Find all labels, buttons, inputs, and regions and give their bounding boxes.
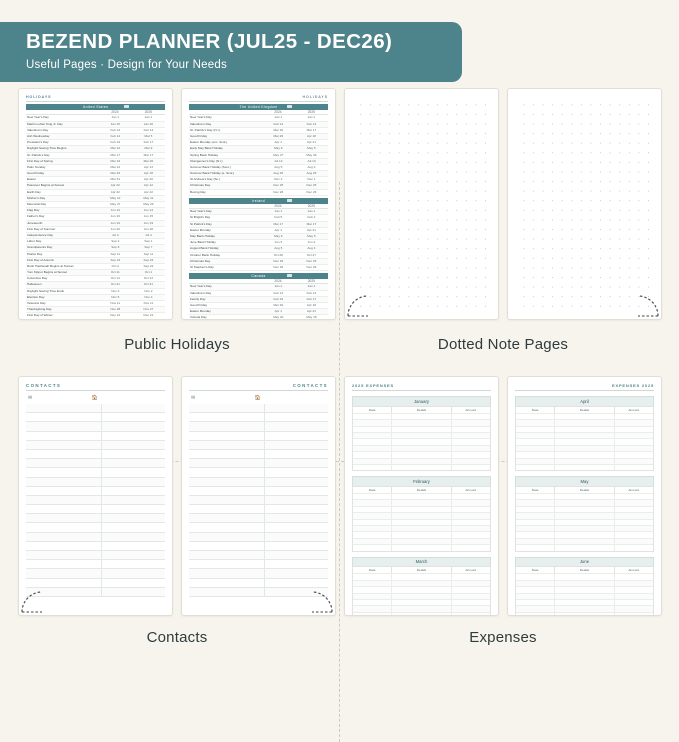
gallery-item-contacts xyxy=(18,376,336,666)
expense-row[interactable] xyxy=(516,419,653,425)
expenses-months-right xyxy=(515,396,654,616)
contacts-row[interactable] xyxy=(26,496,165,505)
expense-row[interactable] xyxy=(516,538,653,544)
holiday-row: Easter Monday Apr 1 Apr 21 xyxy=(189,228,328,234)
expenses-title-right: EXPENSES 2025 xyxy=(612,383,654,388)
contacts-row[interactable] xyxy=(189,560,328,569)
caption-contacts: Contacts xyxy=(18,629,336,646)
holiday-row: Columbus Day Oct 14 Oct 13 xyxy=(26,276,165,282)
holiday-row: Early May Bank Holiday May 6 May 5 xyxy=(189,146,328,152)
contacts-row[interactable] xyxy=(26,579,165,588)
year-columns-header: 2024 2025 xyxy=(189,110,328,115)
dotted-grid xyxy=(354,98,489,310)
mail-icon: ✉ xyxy=(191,395,195,401)
caption-holidays: Public Holidays xyxy=(18,336,336,353)
contacts-row[interactable] xyxy=(26,588,165,597)
holiday-row: Passover Begins at Sunset Apr 22 Apr 12 xyxy=(26,183,165,189)
holiday-row: Easter Mar 31 Apr 20 xyxy=(26,177,165,183)
holiday-row: St. Patrick's Day (N.I.) Mar 18 Mar 17 xyxy=(189,128,328,134)
contacts-row[interactable] xyxy=(26,404,165,413)
expense-row[interactable] xyxy=(353,493,490,499)
holiday-row: Valentine's Day Feb 14 Feb 14 xyxy=(189,122,328,128)
holiday-row: First Day of Autumn Sep 22 Sep 22 xyxy=(26,258,165,264)
expense-row[interactable] xyxy=(516,573,653,579)
contacts-row[interactable] xyxy=(189,404,328,413)
holiday-row: October Bank Holiday Oct 28 Oct 27 xyxy=(189,253,328,259)
holiday-row: Daylight Saving Time Begins Mar 10 Mar 9 xyxy=(26,146,165,152)
contacts-row[interactable] xyxy=(26,505,165,514)
holidays-header-right xyxy=(189,95,328,102)
expense-row[interactable] xyxy=(516,493,653,499)
holiday-row: Spring Bank Holiday May 27 May 26 xyxy=(189,153,328,159)
holiday-row: Christmas Day Dec 25 Dec 25 xyxy=(189,183,328,189)
contacts-row[interactable] xyxy=(26,468,165,477)
expense-row[interactable] xyxy=(516,432,653,438)
expense-month-label: March xyxy=(352,557,491,567)
holiday-row: Juneteenth Jun 19 Jun 19 xyxy=(26,221,165,227)
year-2025: 2025 xyxy=(132,110,165,114)
expense-month-block xyxy=(352,396,491,471)
expense-column-headers: Date Details Amount xyxy=(515,486,654,493)
expense-row[interactable] xyxy=(353,605,490,611)
country-band: The United Kingdom xyxy=(189,104,328,110)
holiday-row: New Year's Day Jan 1 Jan 1 xyxy=(189,284,328,290)
expense-row[interactable] xyxy=(353,451,490,457)
holiday-row: New Year's Day Jan 1 Jan 1 xyxy=(26,115,165,121)
contacts-row[interactable] xyxy=(189,542,328,551)
contacts-row[interactable] xyxy=(26,551,165,560)
expenses-page-right xyxy=(507,376,662,616)
holiday-row: St. Patrick's Day Mar 17 Mar 17 xyxy=(26,153,165,159)
contacts-icon-row xyxy=(26,395,165,401)
contacts-row[interactable] xyxy=(26,422,165,431)
flag-icon xyxy=(287,105,292,108)
holiday-row: St Andrew's Day (Sc.) Dec 2 Dec 1 xyxy=(189,177,328,183)
contacts-row[interactable] xyxy=(26,542,165,551)
holiday-row: Martin Luther King Jr. Day Jan 15 Jan 20 xyxy=(26,122,165,128)
caption-dotted: Dotted Note Pages xyxy=(344,336,662,353)
expense-month-block xyxy=(515,396,654,471)
contacts-row[interactable] xyxy=(189,459,328,468)
expense-row[interactable] xyxy=(353,426,490,432)
gallery-item-holidays xyxy=(18,88,336,373)
holiday-row: Grandparents Day Sep 8 Sep 7 xyxy=(26,245,165,251)
contacts-row[interactable] xyxy=(189,422,328,431)
expense-row[interactable] xyxy=(353,573,490,579)
home-icon: 🏠 xyxy=(92,395,98,401)
contacts-row[interactable] xyxy=(26,560,165,569)
country-band-us xyxy=(26,104,165,110)
expense-rows xyxy=(352,493,491,552)
holiday-row: Election Day Nov 5 Nov 4 xyxy=(26,295,165,301)
holiday-rows-us xyxy=(26,115,165,320)
expense-row[interactable] xyxy=(353,544,490,550)
contacts-header-left: CONTACTS xyxy=(26,383,165,391)
expense-row[interactable] xyxy=(516,445,653,451)
expense-row[interactable] xyxy=(353,612,490,616)
holiday-row: First Day of Spring Mar 19 Mar 20 xyxy=(26,159,165,165)
year-2024: 2024 xyxy=(98,110,131,114)
holiday-row: St Brigid's Day Feb 5 Feb 2 xyxy=(189,215,328,221)
holiday-row: Valentine's Day Feb 14 Feb 14 xyxy=(189,291,328,297)
expense-month-block xyxy=(515,476,654,551)
page-subtitle: Useful Pages · Design for Your Needs xyxy=(26,59,462,71)
expense-row[interactable] xyxy=(353,586,490,592)
contacts-row[interactable] xyxy=(189,432,328,441)
expense-row[interactable] xyxy=(353,531,490,537)
product-gallery xyxy=(0,86,679,679)
contacts-row[interactable] xyxy=(189,496,328,505)
expense-row[interactable] xyxy=(353,538,490,544)
contacts-row[interactable] xyxy=(26,514,165,523)
holiday-row: Ash Wednesday Feb 14 Mar 5 xyxy=(26,134,165,140)
expense-month-label: June xyxy=(515,557,654,567)
expense-month-label: April xyxy=(515,396,654,406)
contacts-spread xyxy=(18,376,336,616)
expense-month-label: January xyxy=(352,396,491,406)
contacts-row[interactable] xyxy=(189,579,328,588)
expense-row[interactable] xyxy=(516,605,653,611)
holiday-row: Veterans Day Nov 11 Nov 11 xyxy=(26,301,165,307)
holiday-row: Good Friday Mar 29 Apr 18 xyxy=(189,303,328,309)
expense-rows xyxy=(515,493,654,552)
holiday-row: Christmas Day Dec 25 Dec 25 xyxy=(189,259,328,265)
holiday-row: President's Day Feb 19 Feb 17 xyxy=(26,140,165,146)
expense-month-label: February xyxy=(352,476,491,486)
holiday-row: August Bank Holiday Aug 5 Aug 4 xyxy=(189,246,328,252)
holiday-row: Valentine's Day Feb 14 Feb 14 xyxy=(26,128,165,134)
contacts-row[interactable] xyxy=(26,441,165,450)
expense-row[interactable] xyxy=(516,426,653,432)
expense-row[interactable] xyxy=(516,451,653,457)
contacts-row[interactable] xyxy=(26,569,165,578)
holiday-row: Easter Monday (exc. Scot.) Apr 1 Apr 21 xyxy=(189,140,328,146)
expense-row[interactable] xyxy=(353,593,490,599)
holiday-row: Independence Day Jul 4 Jul 4 xyxy=(26,233,165,239)
contacts-row[interactable] xyxy=(189,514,328,523)
expense-row[interactable] xyxy=(516,612,653,616)
contacts-row[interactable] xyxy=(26,487,165,496)
holiday-row: Thanksgiving Day Nov 28 Nov 27 xyxy=(26,307,165,313)
contacts-row[interactable] xyxy=(189,441,328,450)
expense-rows xyxy=(515,413,654,472)
expense-row[interactable] xyxy=(516,438,653,444)
contacts-row[interactable] xyxy=(189,551,328,560)
expense-column-headers: Date Details Amount xyxy=(352,406,491,413)
contacts-row[interactable] xyxy=(26,450,165,459)
country-band: Ireland xyxy=(189,198,328,204)
header-banner xyxy=(0,22,462,82)
expense-row[interactable] xyxy=(353,432,490,438)
expense-column-headers: Date Details Amount xyxy=(352,486,491,493)
holiday-row: Halloween Oct 31 Oct 31 xyxy=(26,282,165,288)
expense-month-block xyxy=(352,476,491,551)
expense-row[interactable] xyxy=(353,464,490,470)
contacts-icon-row xyxy=(189,395,328,401)
contacts-row[interactable] xyxy=(189,588,328,597)
expense-month-block xyxy=(352,557,491,616)
contacts-row[interactable] xyxy=(26,413,165,422)
expense-column-headers: Date Details Amount xyxy=(515,566,654,573)
contacts-row[interactable] xyxy=(189,533,328,542)
holiday-row: First Day of Winter Dec 21 Dec 21 xyxy=(26,313,165,319)
expense-row[interactable] xyxy=(516,506,653,512)
contacts-rows xyxy=(189,404,328,597)
expense-row[interactable] xyxy=(353,599,490,605)
expense-row[interactable] xyxy=(353,499,490,505)
holiday-row: Good Friday Mar 29 Apr 18 xyxy=(26,171,165,177)
holiday-row: May Bank Holiday May 6 May 5 xyxy=(189,234,328,240)
holiday-row: Memorial Day May 27 May 26 xyxy=(26,202,165,208)
page-title: BEZEND PLANNER (JUL25 - DEC26) xyxy=(26,30,462,54)
contacts-row[interactable] xyxy=(26,459,165,468)
expense-column-headers: Date Details Amount xyxy=(515,406,654,413)
caption-expenses: Expenses xyxy=(344,629,662,646)
holiday-row: Easter Monday Apr 1 Apr 21 xyxy=(189,309,328,315)
expenses-months-left xyxy=(352,396,491,616)
dotted-page-left xyxy=(344,88,499,320)
holiday-row: Daylight Saving Time Ends Nov 3 Nov 2 xyxy=(26,289,165,295)
holiday-row: Father's Day Jun 16 Jun 15 xyxy=(26,214,165,220)
expense-row[interactable] xyxy=(353,413,490,419)
contacts-row[interactable] xyxy=(26,432,165,441)
contacts-row[interactable] xyxy=(189,569,328,578)
expense-rows xyxy=(352,573,491,616)
holiday-row: Mother's Day May 12 May 11 xyxy=(26,196,165,202)
holidays-spread xyxy=(18,88,336,320)
expense-row[interactable] xyxy=(516,531,653,537)
gallery-item-dotted xyxy=(344,88,662,373)
expenses-header-right xyxy=(515,383,654,391)
contacts-row[interactable] xyxy=(189,487,328,496)
holiday-row: St Stephen's Day Dec 26 Dec 26 xyxy=(189,265,328,271)
expense-row[interactable] xyxy=(516,499,653,505)
dotted-spread xyxy=(344,88,662,320)
expense-row[interactable] xyxy=(353,506,490,512)
holiday-row: Yom Kippur Begins at Sunset Oct 11 Oct 1 xyxy=(26,270,165,276)
dotted-grid xyxy=(517,98,652,310)
country-label: United States xyxy=(83,105,109,109)
expense-month-block xyxy=(515,557,654,616)
holiday-row: New Year's Day Jan 1 Jan 1 xyxy=(189,115,328,121)
holiday-row: Rosh Hashanah Begins at Sunset Oct 2 Sep 22 xyxy=(26,264,165,270)
contacts-row[interactable] xyxy=(26,523,165,532)
country-band: Canada xyxy=(189,273,328,279)
holiday-row: Summer Bank Holiday (Scot.) Aug 5 Aug 4 xyxy=(189,165,328,171)
holiday-row: Victoria Day May 20 May 18 xyxy=(189,315,328,320)
holidays-header-left xyxy=(26,95,165,102)
holiday-sections-other xyxy=(189,104,328,320)
holiday-row: St Patrick's Day Mar 17 Mar 17 xyxy=(189,222,328,228)
contacts-header-right: CONTACTS xyxy=(189,383,328,391)
holidays-header-label: HOLIDAYS xyxy=(26,95,51,99)
holiday-row: New Year's Day Jan 1 Jan 1 xyxy=(189,209,328,215)
home-icon: 🏠 xyxy=(255,395,261,401)
contacts-row[interactable] xyxy=(189,505,328,514)
expense-row[interactable] xyxy=(353,519,490,525)
contacts-page-left xyxy=(18,376,173,616)
contacts-rows xyxy=(26,404,165,597)
holiday-row: June Bank Holiday Jun 3 Jun 2 xyxy=(189,240,328,246)
contacts-row[interactable] xyxy=(189,413,328,422)
flag-icon xyxy=(287,274,292,277)
expense-row[interactable] xyxy=(353,419,490,425)
contacts-row[interactable] xyxy=(26,478,165,487)
year-columns-header: 2024 2025 xyxy=(189,279,328,284)
holiday-row: First Day of Summer Jun 20 Jun 20 xyxy=(26,227,165,233)
contacts-row[interactable] xyxy=(26,533,165,542)
expense-row[interactable] xyxy=(353,445,490,451)
holiday-row: Good Friday Mar 29 Apr 18 xyxy=(189,134,328,140)
expense-row[interactable] xyxy=(353,512,490,518)
expense-row[interactable] xyxy=(353,580,490,586)
expenses-spread xyxy=(344,376,662,616)
holiday-row: Palm Sunday Mar 24 Apr 13 xyxy=(26,165,165,171)
dotted-page-right xyxy=(507,88,662,320)
expense-row[interactable] xyxy=(516,413,653,419)
expenses-title-left: 2025 EXPENSES xyxy=(352,383,394,388)
flag-icon xyxy=(124,105,129,108)
holidays-page-left xyxy=(18,88,173,320)
contacts-row[interactable] xyxy=(189,450,328,459)
expense-row[interactable] xyxy=(516,580,653,586)
divider-vertical xyxy=(339,182,340,742)
expense-row[interactable] xyxy=(516,586,653,592)
expense-row[interactable] xyxy=(516,544,653,550)
contacts-row[interactable] xyxy=(189,468,328,477)
expense-row[interactable] xyxy=(516,593,653,599)
expense-row[interactable] xyxy=(353,438,490,444)
year-columns-header: 2024 2025 xyxy=(189,204,328,209)
contacts-row[interactable] xyxy=(189,478,328,487)
expenses-page-left xyxy=(344,376,499,616)
expense-row[interactable] xyxy=(353,525,490,531)
expenses-header-left xyxy=(352,383,491,391)
expense-rows xyxy=(352,413,491,472)
expense-row[interactable] xyxy=(516,599,653,605)
contacts-page-right xyxy=(181,376,336,616)
expense-rows xyxy=(515,573,654,616)
holiday-row: Flag Day Jun 14 Jun 14 xyxy=(26,208,165,214)
holiday-row: Earth Day Apr 22 Apr 22 xyxy=(26,190,165,196)
flag-icon xyxy=(287,199,292,202)
holiday-row: Summer Bank Holiday (e. Scot.) Aug 26 Aug 25 xyxy=(189,171,328,177)
gallery-item-expenses xyxy=(344,376,662,666)
expense-row[interactable] xyxy=(516,525,653,531)
holiday-row: Family Day Feb 19 Feb 17 xyxy=(189,297,328,303)
holidays-header-label-right: HOLIDAYS xyxy=(303,95,328,99)
holidays-page-right xyxy=(181,88,336,320)
expense-column-headers: Date Details Amount xyxy=(352,566,491,573)
expense-row[interactable] xyxy=(516,464,653,470)
expense-row[interactable] xyxy=(353,458,490,464)
holiday-row: Orangemen's Day (N.I.) Jul 12 Jul 13 xyxy=(189,159,328,165)
holiday-row: Boxing Day Dec 26 Dec 26 xyxy=(189,190,328,196)
expense-row[interactable] xyxy=(516,512,653,518)
expense-row[interactable] xyxy=(516,519,653,525)
expense-month-label: May xyxy=(515,476,654,486)
holiday-row: Labor Day Sep 2 Sep 1 xyxy=(26,239,165,245)
expense-row[interactable] xyxy=(516,458,653,464)
holiday-row: Patriot Day Sep 11 Sep 11 xyxy=(26,252,165,258)
contacts-row[interactable] xyxy=(189,523,328,532)
mail-icon: ✉ xyxy=(28,395,32,401)
